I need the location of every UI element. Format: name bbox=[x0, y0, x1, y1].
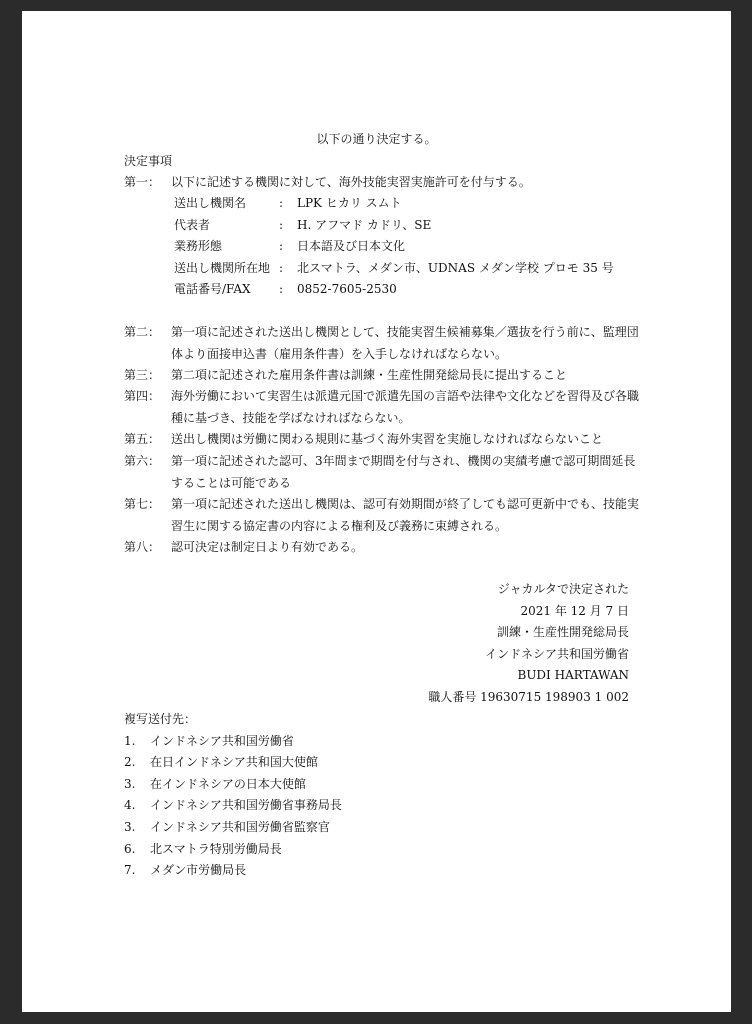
article-label: 第二： bbox=[124, 325, 161, 339]
detail-value: LPK ヒカリ スムト bbox=[297, 196, 402, 210]
detail-value: 日本語及び日本文化 bbox=[297, 239, 406, 254]
article-label: 第八： bbox=[124, 540, 161, 554]
cc-item bbox=[124, 795, 342, 817]
detail-key: 送出し機関所在地 bbox=[174, 260, 271, 275]
detail-key: 送出し機関名 bbox=[174, 196, 247, 210]
detail-key: 業務形態 bbox=[174, 239, 223, 254]
signature-ministry: インドネシア共和国労働省 bbox=[485, 646, 629, 661]
detail-separator: : bbox=[279, 260, 284, 275]
intro-line: 以下の通り決定する。 bbox=[316, 132, 437, 146]
article-label: 第三： bbox=[124, 368, 161, 382]
article-text: 第二項に記述された雇用条件書は訓練・生産性開発総局長に提出すること bbox=[171, 368, 568, 382]
signature-title: 訓練・生産性開発総局長 bbox=[496, 625, 629, 640]
signatory-employee-id: 職人番号 19630715 198903 1 002 bbox=[428, 689, 629, 704]
article-text: 送出し機関は労働に関わる規則に基づく海外実習を実施しなければならないこと bbox=[171, 432, 604, 446]
detail-separator: : bbox=[279, 217, 284, 232]
detail-key: 代表者 bbox=[174, 217, 211, 232]
article-2 bbox=[124, 322, 644, 365]
decision-heading: 決定事項 bbox=[124, 154, 173, 168]
detail-row-address bbox=[174, 258, 634, 280]
detail-row-business-type bbox=[174, 236, 634, 258]
cc-number: 4. bbox=[124, 798, 136, 813]
cc-number: 1. bbox=[124, 733, 136, 748]
signature-date: 2021 年 12 月 7 日 bbox=[520, 603, 629, 618]
cc-item bbox=[124, 774, 342, 796]
article-4 bbox=[124, 386, 644, 429]
article-6 bbox=[124, 451, 644, 494]
detail-value: 北スマトラ、メダン市、UDNAS メダン学校 プロモ 35 号 bbox=[297, 260, 614, 275]
article-text: 以下に記述する機関に対して、海外技能実習実施許可を付与する。 bbox=[171, 175, 531, 189]
article-1 bbox=[124, 172, 644, 194]
document-page bbox=[22, 11, 731, 1012]
cc-number: 2. bbox=[124, 755, 136, 770]
cc-recipient: 在日インドネシア共和国大使館 bbox=[150, 755, 318, 770]
organization-details bbox=[174, 193, 634, 301]
cc-item bbox=[124, 752, 342, 774]
cc-recipient: 在インドネシアの日本大使館 bbox=[150, 776, 306, 791]
detail-separator: : bbox=[279, 282, 284, 297]
article-text: 認可決定は制定日より有効である。 bbox=[171, 540, 364, 554]
article-label: 第七： bbox=[124, 497, 161, 511]
cc-recipient: 北スマトラ特別労働局長 bbox=[150, 841, 282, 856]
article-label: 第五： bbox=[124, 432, 161, 446]
cc-item bbox=[124, 731, 342, 753]
detail-key: 電話番号/FAX bbox=[174, 282, 251, 297]
signature-place: ジャカルタで決定された bbox=[497, 582, 629, 596]
cc-recipient: メダン市労働局長 bbox=[150, 863, 247, 878]
cc-item bbox=[124, 817, 342, 839]
cc-number: 3. bbox=[124, 819, 136, 834]
cc-item bbox=[124, 839, 342, 861]
article-5 bbox=[124, 429, 644, 451]
decision-document bbox=[22, 11, 731, 1012]
article-text: 第一項に記述された送出し機関として、技能実習生候補募集／選抜を行う前に、監理団体より面接申込書（雇用条件書）を入手しなければならない。 bbox=[171, 325, 639, 361]
cc-number: 3. bbox=[124, 776, 136, 791]
detail-separator: : bbox=[279, 196, 284, 210]
cc-item bbox=[124, 860, 342, 882]
article-label: 第四： bbox=[124, 389, 161, 403]
cc-recipient: インドネシア共和国労働省事務局長 bbox=[150, 798, 342, 813]
detail-value: 0852-7605-2530 bbox=[297, 282, 397, 297]
article-7 bbox=[124, 494, 644, 537]
detail-value: H. アフマド カドリ、SE bbox=[297, 217, 432, 232]
carbon-copy-list bbox=[124, 709, 342, 882]
article-label: 第六： bbox=[124, 454, 161, 468]
cc-number: 6. bbox=[124, 841, 136, 856]
signature-block bbox=[428, 579, 629, 709]
article-3 bbox=[124, 365, 644, 387]
cc-heading: 複写送付先： bbox=[124, 712, 197, 726]
cc-recipient: インドネシア共和国労働省 bbox=[150, 733, 294, 748]
article-text: 海外労働において実習生は派遣元国で派遣先国の言語や法律や文化などを習得及び各職種に基づき、技能を学ばなければならない。 bbox=[171, 389, 640, 425]
article-label: 第一： bbox=[124, 175, 161, 189]
article-8 bbox=[124, 537, 644, 559]
signatory-name: BUDI HARTAWAN bbox=[517, 668, 629, 683]
detail-row-representative bbox=[174, 215, 634, 237]
detail-separator: : bbox=[279, 239, 284, 254]
article-text: 第一項に記述された認可、3年間まで期間を付与され、機関の実績考慮で認可期間延長することは可能である bbox=[171, 454, 636, 490]
cc-recipient: インドネシア共和国労働省監察官 bbox=[150, 819, 330, 834]
article-text: 第一項に記述された送出し機関は、認可有効期間が終了しても認可更新中でも、技能実習生に関する協定書の内容による権利及び義務に束縛される。 bbox=[171, 497, 640, 533]
detail-row-phone-fax bbox=[174, 279, 634, 301]
cc-number: 7. bbox=[124, 863, 136, 878]
detail-row-org-name bbox=[174, 193, 634, 215]
